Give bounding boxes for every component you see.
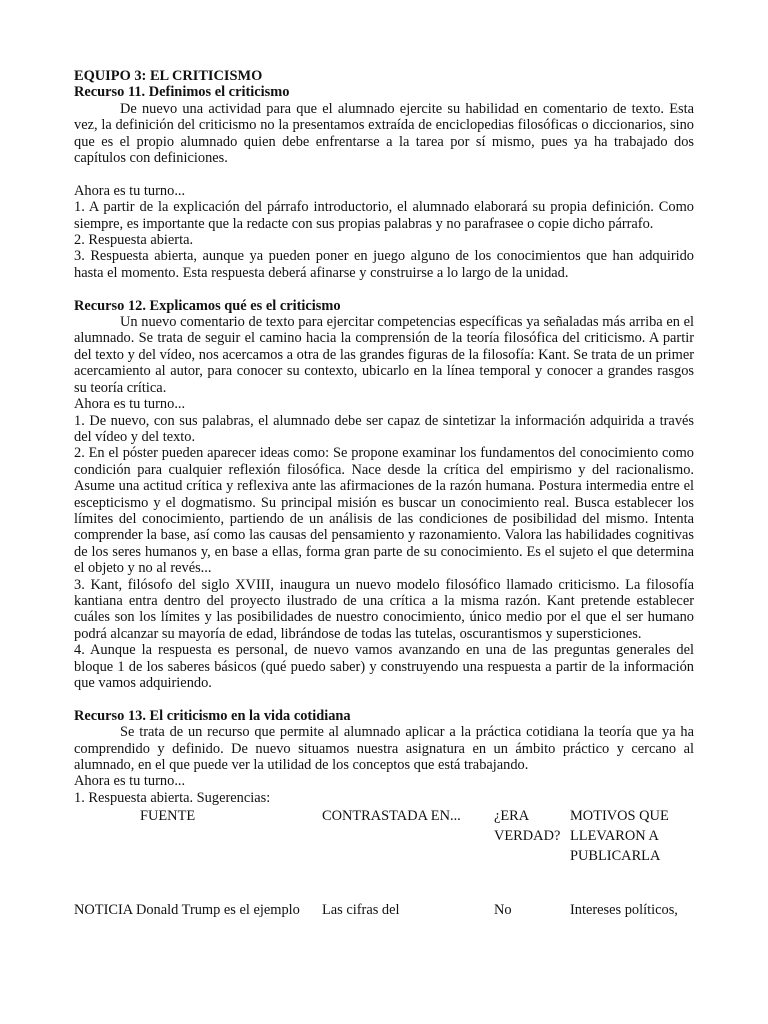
recurso-12-item-4: 4. Aunque la respuesta es personal, de nuevo vamos avanzando en una de las preguntas generales del bloque 1 de los saberes básicos (qué puedo saber) y construyendo una respuesta a partir de la información que vamos adquiriendo.: [74, 642, 694, 691]
recurso-13-heading: Recurso 13. El criticismo en la vida cotidiana: [74, 707, 351, 724]
recurso-12-turn: Ahora es tu turno...: [74, 396, 186, 413]
recurso-11-item-1: 1. A partir de la explicación del párrafo introductorio, el alumnado elaborará su propia definición. Como siempre, es importante que la redacte con sus propias palabras y no parafrasee o copie dicho párrafo.: [74, 199, 694, 232]
recurso-12-heading: Recurso 12. Explicamos qué es el criticismo: [74, 297, 341, 314]
recurso-13-item-1: 1. Respuesta abierta. Sugerencias:: [74, 789, 271, 806]
recurso-11-item-3: 3. Respuesta abierta, aunque ya pueden poner en juego alguno de los conocimientos que han adquirido hasta el momento. Esta respuesta deberá afinarse y construirse a lo largo de la unidad.: [74, 248, 694, 281]
recurso-11-heading: Recurso 11. Definimos el criticismo: [74, 84, 290, 101]
header-era-verdad: ¿ERA VERDAD?: [494, 808, 561, 845]
header-fuente: FUENTE: [140, 808, 196, 825]
recurso-11-turn: Ahora es tu turno...: [74, 182, 186, 199]
header-motivos: MOTIVOS QUE LLEVARON A PUBLICARLA: [570, 808, 669, 865]
document-title: EQUIPO 3: EL CRITICISMO: [74, 68, 263, 84]
recurso-11-item-2: 2. Respuesta abierta.: [74, 232, 194, 249]
recurso-13-intro: Se trata de un recurso que permite al alumnado aplicar a la práctica cotidiana la teoría que ya ha comprendido y definido. De nuevo situamos nuestra asignatura en un ámbito práctico y cercano al alumnado, en el que puede ver la utilidad de los conceptos que está trabajando.: [74, 724, 694, 774]
header-contrastada: CONTRASTADA EN...: [322, 808, 461, 825]
table-row: [74, 900, 694, 922]
recurso-12-item-2: 2. En el póster pueden aparecer ideas como: Se propone examinar los fundamentos del conocimiento como condición para cualquier reflexión filosófica. Nace desde la crítica del empirismo y del racionalismo. Asume una actitud crítica y reflexiva ante las afirmaciones de la razón humana. Postura intermedia entre el escepticismo y el dogmatismo. Su principal misión es buscar un conocimiento real. Busca establecer los límites del conocimiento, partiendo de un análisis de las condiciones de posibilidad del mismo. Intenta comprender la base, así como las causas del pensamiento y razonamiento. Valora las habilidades cognitivas de los seres humanos y, en base a ellas, forma gran parte de su conocimiento. Es el sujeto el que determina el objeto y no al revés...: [74, 445, 694, 577]
recurso-11-intro: De nuevo una actividad para que el alumnado ejercite su habilidad en comentario de texto. Esta vez, la definición del criticismo no la presentamos extraída de enciclopedias filosóficas o diccionarios, sino que es el propio alumnado quien debe enfrentarse a la tarea por sí mismo, pues ya ha trabajado dos capítulos con definiciones.: [74, 100, 694, 167]
cell-fuente: NOTICIA Donald Trump es el ejemplo: [74, 902, 300, 919]
sources-table-header: [74, 806, 694, 898]
document-page: [74, 68, 694, 922]
cell-contrastada: Las cifras del: [322, 902, 400, 919]
recurso-12-item-1: 1. De nuevo, con sus palabras, el alumnado debe ser capaz de sintetizar la información adquirida a través del vídeo y del texto.: [74, 412, 694, 445]
cell-motivos: Intereses políticos,: [570, 902, 678, 919]
recurso-12-intro: Un nuevo comentario de texto para ejercitar competencias específicas ya señaladas más arriba en el alumnado. Se trata de seguir el camino hacia la comprensión de la teoría filosófica del criticismo. A partir del texto y del vídeo, nos acercamos a otra de las grandes figuras de la filosofía: Kant. Se trata de un primer acercamiento al autor, para conocer su contexto, ubicarlo en la línea temporal y conocer a grandes rasgos su teoría crítica.: [74, 314, 694, 396]
recurso-12-item-3: 3. Kant, filósofo del siglo XVIII, inaugura un nuevo modelo filosófico llamado criticismo. La filosofía kantiana entra dentro del proyecto ilustrado de una crítica a la misma razón. Kant pretende establecer cuáles son los límites y las posibilidades de nuestro conocimiento, único medio por el que el ser humano podrá alcanzar su mayoría de edad, librándose de todas las tutelas, oscurantismos y supersticiones.: [74, 576, 694, 642]
cell-era-verdad: No: [494, 902, 512, 919]
recurso-13-turn: Ahora es tu turno...: [74, 773, 186, 790]
